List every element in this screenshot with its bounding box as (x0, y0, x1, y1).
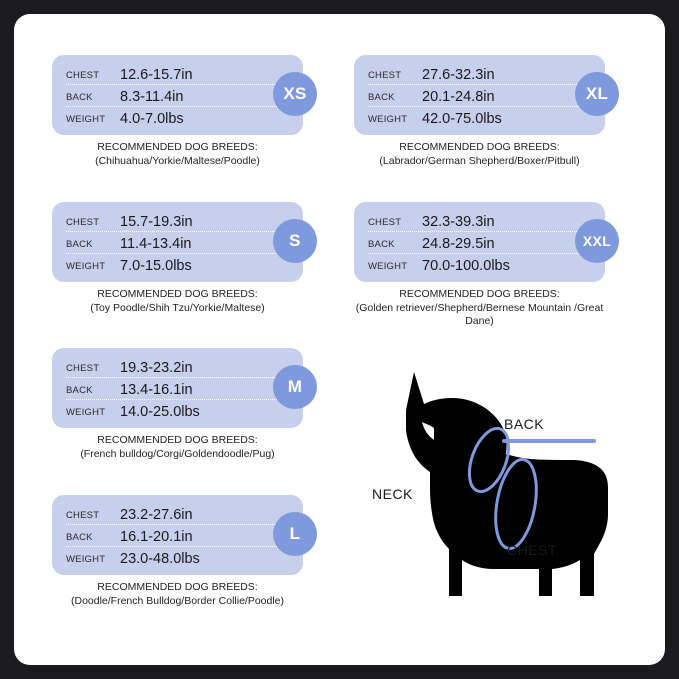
measurement-label: CHEST (66, 70, 100, 81)
measurement-row (66, 547, 281, 568)
measurement-row (66, 254, 281, 275)
measurement-value: 15.7-19.3in (120, 214, 193, 230)
measurement-row (66, 378, 281, 400)
breed-note (52, 288, 303, 315)
measurement-rows (66, 503, 281, 568)
measurement-value: 16.1-20.1in (120, 529, 193, 545)
measurement-row (66, 210, 281, 232)
measurement-value: 12.6-15.7in (120, 67, 193, 83)
size-badge-s: S (273, 219, 317, 263)
measurement-row (66, 503, 281, 525)
breed-note (354, 288, 605, 329)
neck-label: NECK (372, 486, 413, 502)
measurement-value: 23.2-27.6in (120, 507, 193, 523)
measurement-value: 14.0-25.0lbs (120, 404, 200, 420)
size-panel (52, 495, 303, 575)
measurement-value: 13.4-16.1in (120, 382, 193, 398)
size-panel (52, 55, 307, 135)
breed-heading: RECOMMENDED DOG BREEDS: (97, 581, 258, 593)
measurement-label: BACK (66, 532, 93, 543)
measurement-label: WEIGHT (66, 554, 106, 565)
breed-list: (Labrador/German Shepherd/Boxer/Pitbull) (379, 154, 580, 167)
breed-heading: RECOMMENDED DOG BREEDS: (97, 434, 258, 446)
measurement-rows (368, 63, 583, 128)
size-panel (354, 55, 609, 135)
measurement-label: BACK (368, 239, 395, 250)
measurement-rows (66, 356, 281, 421)
measurement-value: 19.3-23.2in (120, 360, 193, 376)
breed-note (52, 434, 303, 461)
breed-list: (French bulldog/Corgi/Goldendoodle/Pug) (80, 447, 275, 460)
measurement-label: WEIGHT (368, 114, 408, 125)
measurement-row (66, 525, 281, 547)
breed-list: (Toy Poodle/Shih Tzu/Yorkie/Maltese) (90, 301, 265, 314)
breed-heading: RECOMMENDED DOG BREEDS: (97, 141, 258, 153)
breed-list: (Doodle/French Bulldog/Border Collie/Poodle) (70, 594, 285, 607)
breed-note (52, 581, 303, 608)
size-badge-xs: XS (273, 72, 317, 116)
measurement-label: BACK (66, 239, 93, 250)
size-card-xs (52, 55, 317, 168)
size-badge-xl: XL (575, 72, 619, 116)
breed-note (354, 141, 605, 168)
size-card-s (52, 202, 317, 315)
measurement-label: BACK (66, 385, 93, 396)
measurement-row (368, 210, 583, 232)
back-label: BACK (504, 416, 545, 432)
size-card-l (52, 495, 317, 608)
measurement-row (368, 107, 583, 128)
measurement-value: 70.0-100.0lbs (422, 258, 510, 274)
measurement-value: 27.6-32.3in (422, 67, 495, 83)
size-card-xxl (354, 202, 619, 329)
measurement-label: CHEST (368, 217, 402, 228)
measurement-row (66, 356, 281, 378)
chest-label: CHEST (507, 542, 557, 558)
measurement-label: WEIGHT (66, 261, 106, 272)
measurement-row (66, 85, 281, 107)
breed-heading: RECOMMENDED DOG BREEDS: (399, 141, 560, 153)
measurement-row (66, 232, 281, 254)
measurement-label: WEIGHT (66, 407, 106, 418)
breed-list: (Chihuahua/Yorkie/Maltese/Poodle) (95, 154, 260, 167)
measurement-value: 20.1-24.8in (422, 89, 495, 105)
measurement-rows (368, 210, 583, 275)
measurement-label: BACK (66, 92, 93, 103)
size-card-m (52, 348, 317, 461)
measurement-value: 23.0-48.0lbs (120, 551, 200, 567)
measurement-value: 4.0-7.0lbs (120, 111, 184, 127)
measurement-value: 32.3-39.3in (422, 214, 495, 230)
measurement-row (368, 254, 583, 275)
measurement-row (66, 107, 281, 128)
measurement-row (368, 85, 583, 107)
size-panel (52, 348, 303, 428)
measurement-row (368, 232, 583, 254)
measurement-value: 42.0-75.0lbs (422, 111, 502, 127)
breed-heading: RECOMMENDED DOG BREEDS: (97, 288, 258, 300)
size-badge-l: L (273, 512, 317, 556)
breed-list: (Golden retriever/Shepherd/Bernese Mountain /Great Dane) (355, 301, 604, 327)
measurement-rows (66, 210, 281, 275)
measurement-value: 11.4-13.4in (120, 236, 192, 252)
measurement-label: CHEST (66, 217, 100, 228)
size-badge-xxl: XXL (575, 219, 619, 263)
dog-measure-diagram (344, 364, 654, 614)
measurement-row (368, 63, 583, 85)
breed-note (52, 141, 303, 168)
size-chart-page (14, 14, 665, 665)
measurement-value: 7.0-15.0lbs (120, 258, 192, 274)
size-card-xl (354, 55, 619, 168)
size-panel (52, 202, 303, 282)
measurement-rows (66, 63, 281, 128)
measurement-label: CHEST (368, 70, 402, 81)
measurement-label: WEIGHT (368, 261, 408, 272)
measurement-label: WEIGHT (66, 114, 106, 125)
size-chart-content (14, 14, 665, 665)
measurement-row (66, 63, 281, 85)
measurement-value: 24.8-29.5in (422, 236, 495, 252)
measurement-row (66, 400, 281, 421)
measurement-value: 8.3-11.4in (120, 89, 184, 105)
measurement-label: CHEST (66, 510, 100, 521)
size-panel (354, 202, 612, 282)
size-badge-m: M (273, 365, 317, 409)
breed-heading: RECOMMENDED DOG BREEDS: (399, 288, 560, 300)
measurement-label: BACK (368, 92, 395, 103)
measurement-label: CHEST (66, 363, 100, 374)
